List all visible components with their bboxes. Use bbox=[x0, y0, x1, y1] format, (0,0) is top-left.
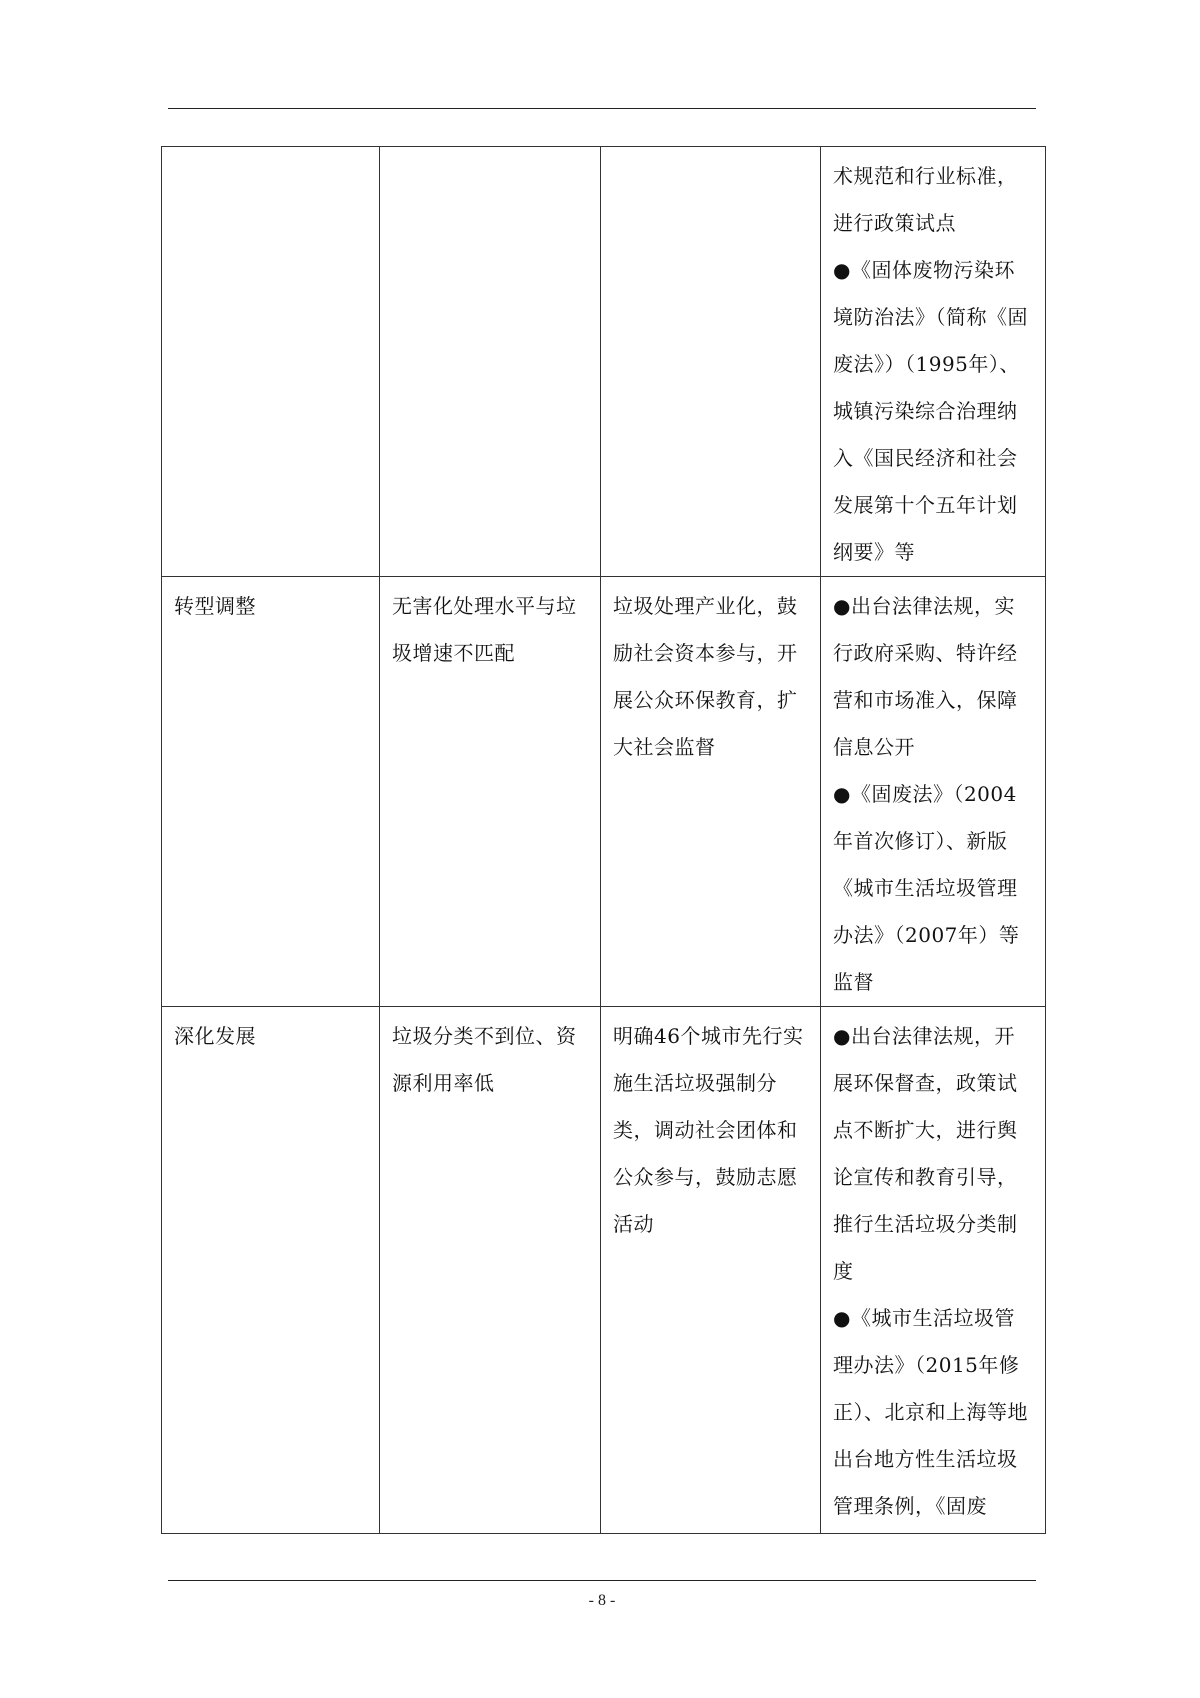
problem-cell: 垃圾分类不到位、资源利用率低 bbox=[380, 1007, 601, 1534]
table-row bbox=[162, 577, 1046, 1007]
page-number: - 8 - bbox=[588, 1592, 616, 1609]
table-row bbox=[162, 1007, 1046, 1534]
problem-cell: 无害化处理水平与垃圾增速不匹配 bbox=[380, 577, 601, 1007]
stage-cell bbox=[162, 147, 380, 577]
policy-cell bbox=[821, 577, 1046, 1007]
policy-paragraph: 术规范和行业标准，进行政策试点 bbox=[833, 164, 1018, 235]
policy-cell bbox=[821, 1007, 1046, 1534]
table-row bbox=[162, 147, 1046, 577]
policy-paragraph: ●《固废法》（2004年首次修订）、新版《城市生活垃圾管理办法》（2007年）等监督 bbox=[833, 782, 1020, 994]
header-rule bbox=[168, 108, 1036, 109]
policy-paragraph: ●《固体废物污染环境防治法》（简称《固废法》）（1995年）、城镇污染综合治理纳入《国民经济和社会发展第十个五年计划纲要》等 bbox=[833, 258, 1028, 564]
policy-cell bbox=[821, 147, 1046, 577]
stage-cell: 深化发展 bbox=[162, 1007, 380, 1534]
policy-stage-table bbox=[161, 146, 1046, 1534]
problem-cell bbox=[380, 147, 601, 577]
stage-cell: 转型调整 bbox=[162, 577, 380, 1007]
measures-cell: 垃圾处理产业化，鼓励社会资本参与，开展公众环保教育，扩大社会监督 bbox=[601, 577, 821, 1007]
footer-rule bbox=[168, 1580, 1036, 1581]
policy-paragraph: ●出台法律法规，实行政府采购、特许经营和市场准入，保障信息公开 bbox=[833, 594, 1018, 759]
measures-cell bbox=[601, 147, 821, 577]
measures-cell: 明确46个城市先行实施生活垃圾强制分类，调动社会团体和公众参与，鼓励志愿活动 bbox=[601, 1007, 821, 1534]
policy-paragraph: ●《城市生活垃圾管理办法》（2015年修正）、北京和上海等地出台地方性生活垃圾管理条例，《固废 bbox=[833, 1306, 1028, 1518]
policy-paragraph: ●出台法律法规，开展环保督查，政策试点不断扩大，进行舆论宣传和教育引导，推行生活垃圾分类制度 bbox=[833, 1024, 1018, 1283]
